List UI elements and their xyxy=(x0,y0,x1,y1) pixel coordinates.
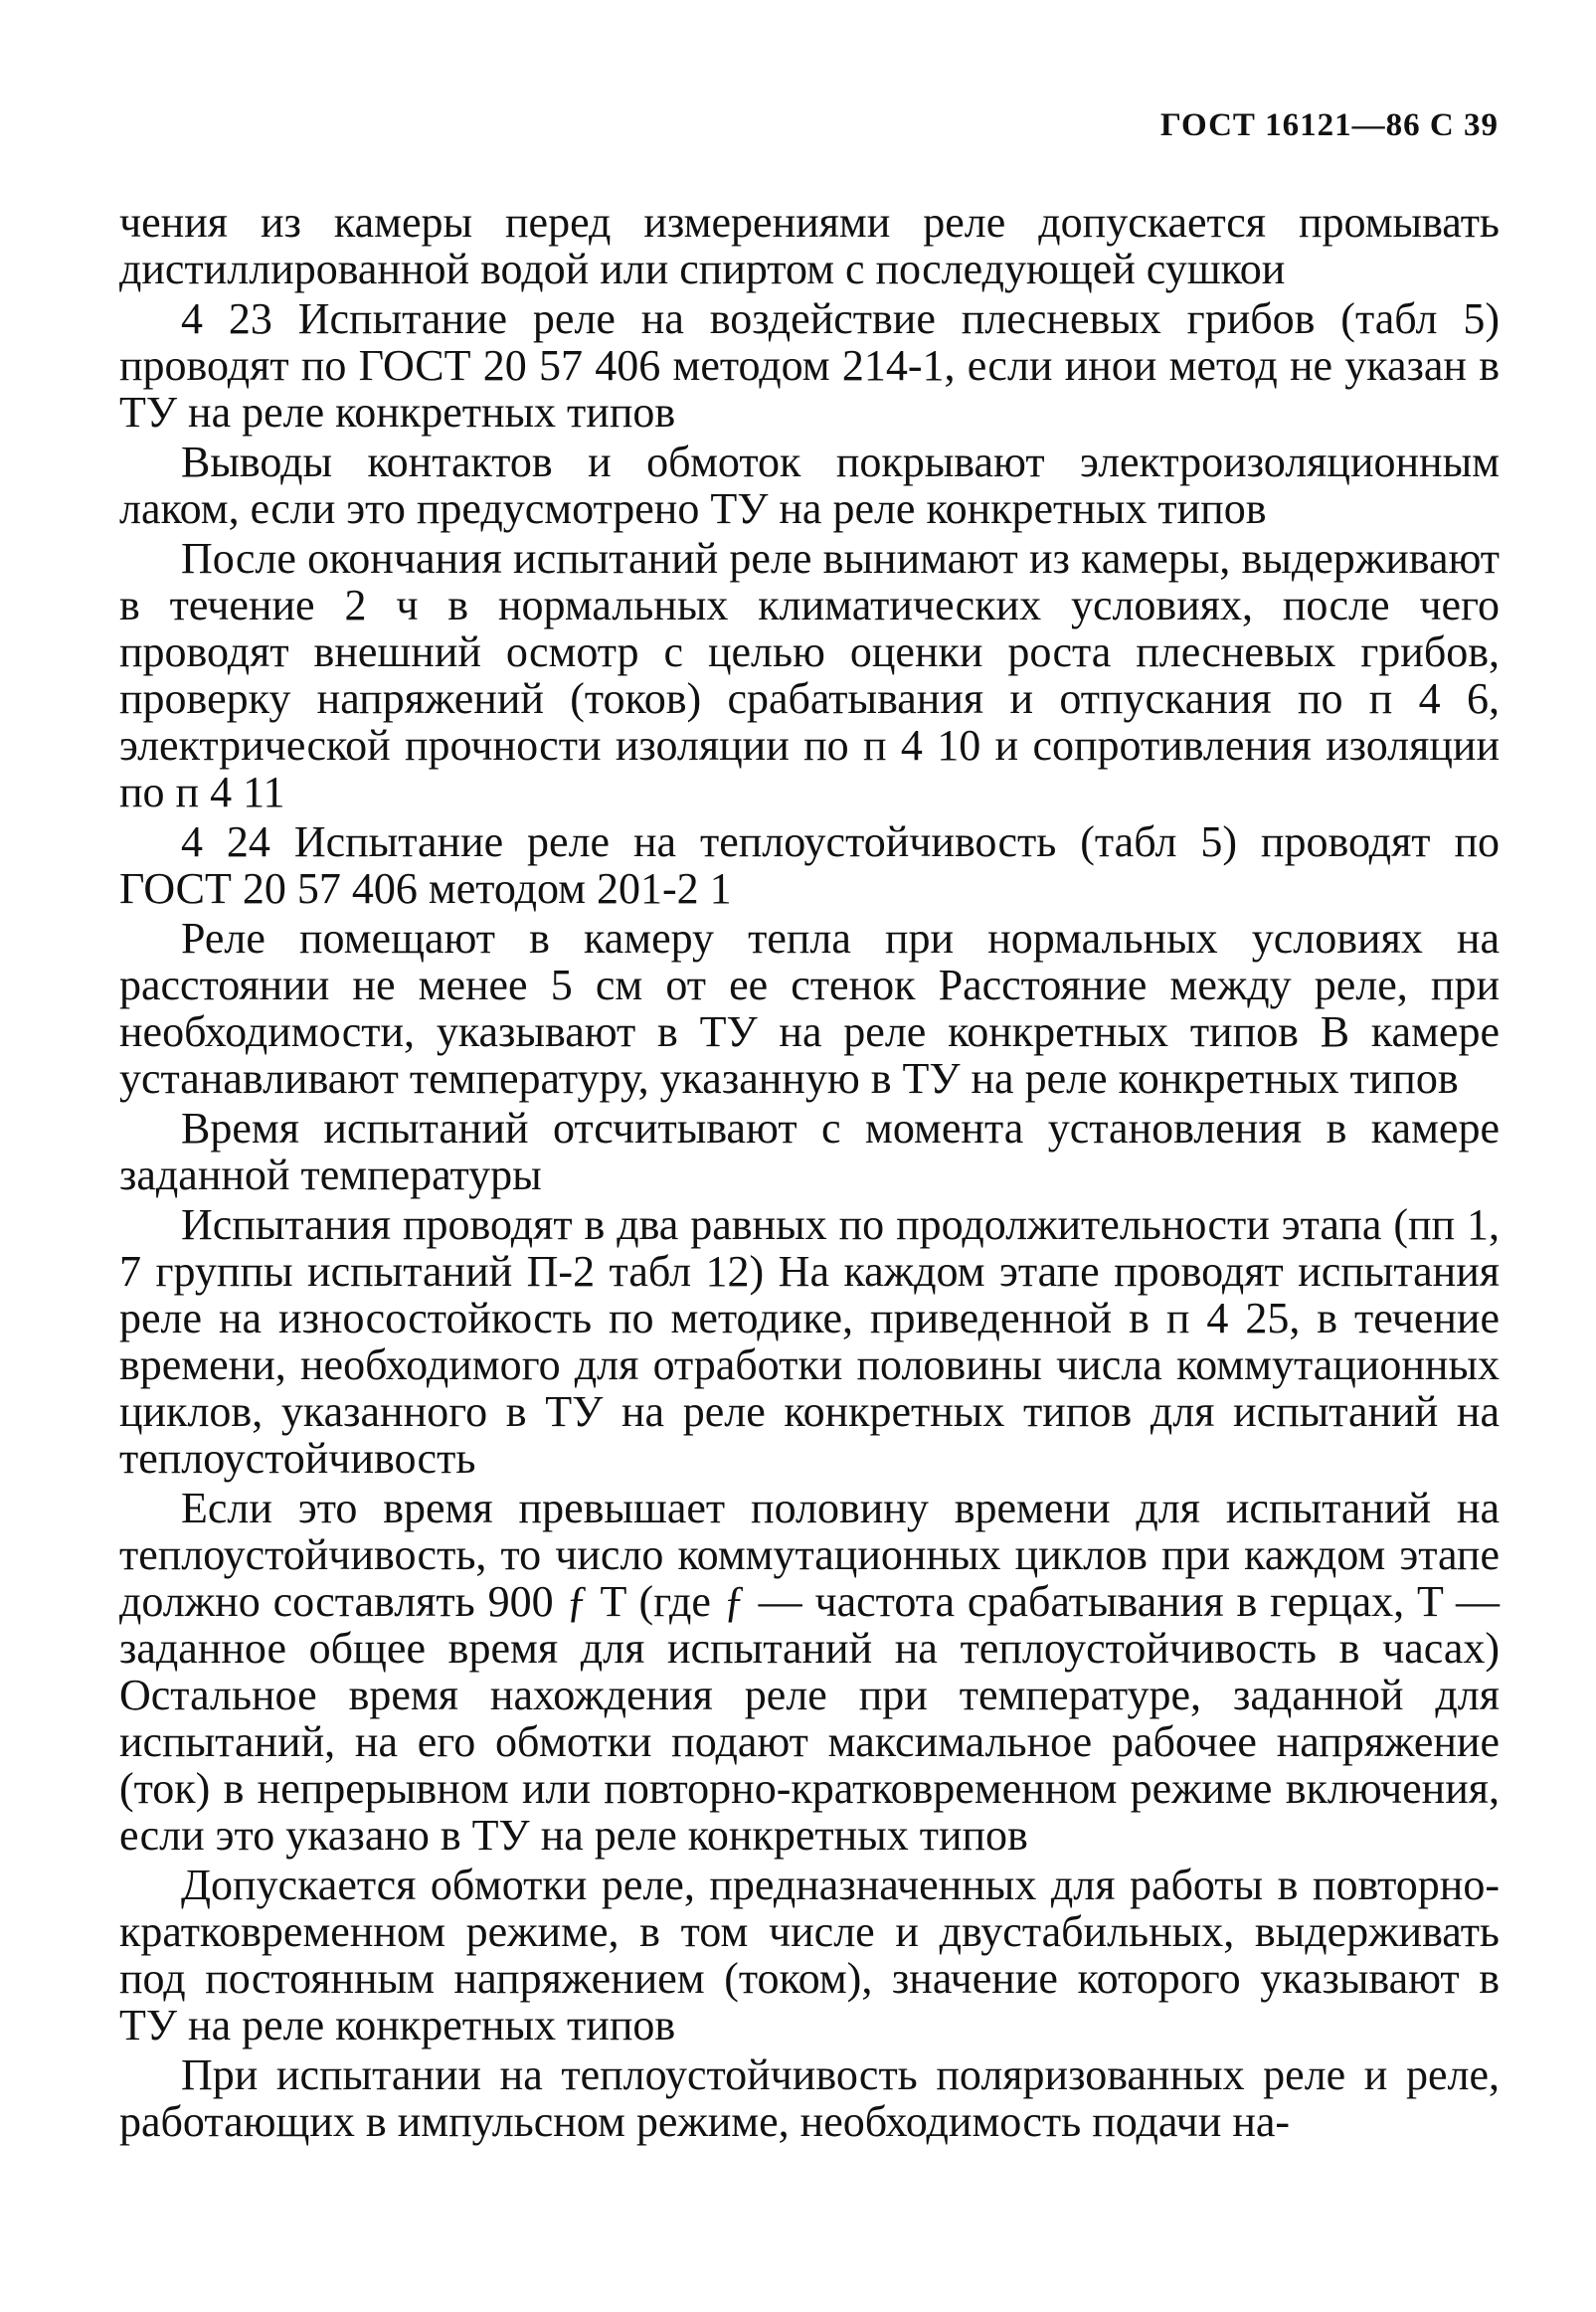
paragraph: После окончания испытаний реле вынимают из камеры, выдерживают в течение 2 ч в нормальных климатических условиях, после чего проводят внешний осмотр с целью оценки роста плесневых грибов, проверку напряжений (токов) срабатывания и отпускания по п 4 6, электрической прочности изоляции по п 4 10 и сопротивления изоляции по п 4 11 xyxy=(119,534,1500,816)
paragraph: Допускается обмотки реле, предназначенных для работы в повторно-кратковременном режиме, в том числе и двустабильных, выдерживать под постоянным напряжением (током), значение которого указывают в ТУ на реле конкретных типов xyxy=(119,1861,1500,2049)
paragraph: Выводы контактов и обмоток покрывают электроизоляционным лаком, если это предусмотрено ТУ на реле конкретных типов xyxy=(119,438,1500,533)
paragraph-continuation: чения из камеры перед измерениями реле допускается промывать дистиллированной водой или спиртом с последующей сушкои xyxy=(119,198,1500,293)
paragraph: Испытания проводят в два равных по продолжительности этапа (пп 1, 7 группы испытаний П-2 табл 12) На каждом этапе проводят испытания реле на износостойкость по методике, приведенной в п 4 25, в течение времени, необходимого для отработки половины числа коммутационных циклов, указанного в ТУ на реле конкретных типов для испытаний на теплоустойчивость xyxy=(119,1200,1500,1483)
paragraph: При испытании на теплоустойчивость поляризованных реле и реле, работающих в импульсном режиме, необходимость подачи на- xyxy=(119,2050,1500,2146)
paragraph: Если это время превышает половину времени для испытаний на теплоустойчивость, то число коммутационных циклов при каждом этапе должно составлять 900 ƒ T (где ƒ — частота срабатывания в герцах, T — заданное общее время для испытаний на теплоустойчивость в часах) Остальное время нахождения реле при температуре, заданной для испытаний, на его обмотки подают максимальное рабочее напряжение (ток) в непрерывном или повторно-кратковременном режиме включения, если это указано в ТУ на реле конкретных типов xyxy=(119,1484,1500,1860)
paragraph: Время испытаний отсчитывают с момента установления в камере заданной температуры xyxy=(119,1104,1500,1199)
paragraph: Реле помещают в камеру тепла при нормальных условиях на расстоянии не менее 5 см от ее стенок Расстояние между реле, при необходимости, указывают в ТУ на реле конкретных типов В камере устанавливают температуру, указанную в ТУ на реле конкретных типов xyxy=(119,914,1500,1103)
clause-4-24: 4 24 Испытание реле на теплоустойчивость (табл 5) проводят по ГОСТ 20 57 406 методом 201-2 1 xyxy=(119,817,1500,913)
clause-4-23: 4 23 Испытание реле на воздействие плесневых грибов (табл 5) проводят по ГОСТ 20 57 406 методом 214-1, если инои метод не указан в ТУ на реле конкретных типов xyxy=(119,294,1500,437)
running-header: ГОСТ 16121—86 С 39 xyxy=(1159,107,1499,143)
body-text xyxy=(119,199,1500,2148)
